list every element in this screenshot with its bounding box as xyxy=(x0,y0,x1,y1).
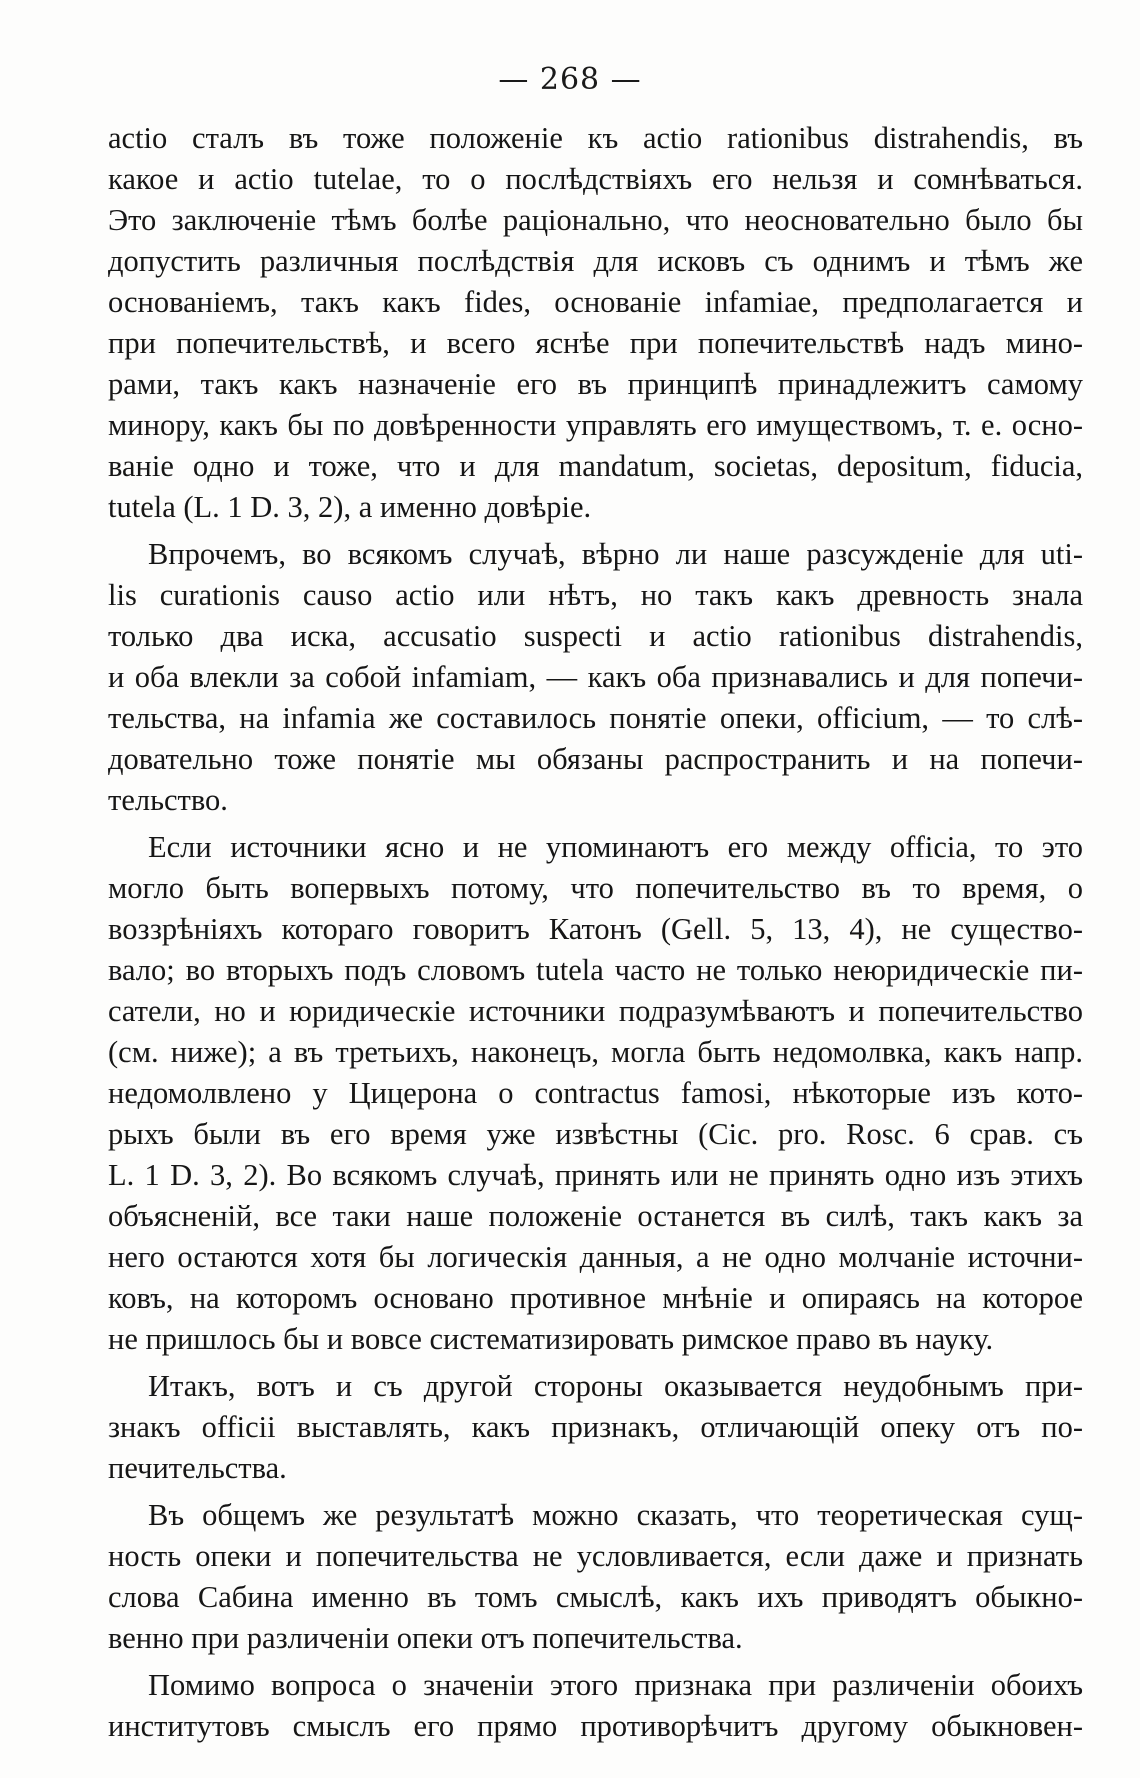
text-line: только два иска, accusatio suspecti и actio rationibus distrahendis, xyxy=(108,619,1083,653)
text-line: институтовъ смыслъ его прямо противорѣчитъ другому обыкновен- xyxy=(108,1709,1083,1743)
text-line: довательно тоже понятiе мы обязаны распространить и на попечи- xyxy=(108,742,1083,776)
text-line: Помимо вопроса о значенiи этого признака при различенiи обоихъ xyxy=(148,1668,1083,1702)
body-text xyxy=(108,118,1083,1753)
paragraph-1 xyxy=(108,118,1083,528)
text-line: рами, такъ какъ назначенiе его въ принципѣ принадлежитъ самому xyxy=(108,367,1083,401)
text-line: и оба влекли за собой infamiam, — какъ оба признавались и для попечи- xyxy=(108,660,1083,694)
page-number: — 268 — xyxy=(498,62,642,97)
text-line: него остаются хотя бы логическiя данныя, а не одно молчанiе источни- xyxy=(108,1240,1083,1274)
paragraph-4 xyxy=(108,1366,1083,1489)
text-line: actio сталъ въ тоже положенiе къ actio rationibus distrahendis, въ xyxy=(108,121,1083,155)
text-line: воззрѣнiяхъ котораго говоритъ Катонъ (Gell. 5, 13, 4), не существо- xyxy=(108,912,1083,946)
text-line: венно при различенiи опеки отъ попечительства. xyxy=(108,1621,743,1655)
text-line: недомолвлено у Цицерона о contractus famosi, нѣкоторые изъ кото- xyxy=(108,1076,1083,1110)
text-line: ванiе одно и тоже, что и для mandatum, societas, depositum, fiducia, xyxy=(108,449,1083,483)
text-line: могло быть вопервыхъ потому, что попечительство въ то время, о xyxy=(108,871,1083,905)
text-line: какое и actio tutelae, то о послѣдствiяхъ его нельзя и сомнѣваться. xyxy=(108,162,1083,196)
text-line: ность опеки и попечительства не условливается, если даже и признать xyxy=(108,1539,1083,1573)
text-line: Итакъ, вотъ и съ другой стороны оказывается неудобнымъ при- xyxy=(148,1369,1083,1403)
text-line: основанiемъ, такъ какъ fides, основанiе infamiae, предполагается и xyxy=(108,285,1083,319)
text-line: Въ общемъ же результатѣ можно сказать, что теоретическая сущ- xyxy=(148,1498,1083,1532)
text-line: ковъ, на которомъ основано противное мнѣнiе и опираясь на которое xyxy=(108,1281,1083,1315)
paragraph-5 xyxy=(108,1495,1083,1659)
text-line: вало; во вторыхъ подъ словомъ tutela часто не только неюридическiе пи- xyxy=(108,953,1083,987)
paragraph-6 xyxy=(108,1665,1083,1747)
text-line: слова Сабина именно въ томъ смыслѣ, какъ ихъ приводятъ обыкно- xyxy=(108,1580,1083,1614)
text-line: рыхъ были въ его время уже извѣстны (Cic. pro. Rosc. 6 срав. съ xyxy=(108,1117,1083,1151)
text-line: Если источники ясно и не упоминаютъ его между officia, то это xyxy=(148,830,1083,864)
text-line: минору, какъ бы по довѣренности управлять его имуществомъ, т. е. осно- xyxy=(108,408,1083,442)
text-line: сатели, но и юридическiе источники подразумѣваютъ и попечительство xyxy=(108,994,1083,1028)
paragraph-2 xyxy=(108,534,1083,821)
text-line: Это заключенiе тѣмъ болѣе рацiонально, что неосновательно было бы xyxy=(108,203,1083,237)
text-line: L. 1 D. 3, 2). Во всякомъ случаѣ, принять или не принять одно изъ этихъ xyxy=(108,1158,1083,1192)
text-line: допустить различныя послѣдствiя для исковъ съ однимъ и тѣмъ же xyxy=(108,244,1083,278)
text-line: tutela (L. 1 D. 3, 2), а именно довѣрiе. xyxy=(108,490,592,524)
text-line: объясненiй, все таки наше положенiе останется въ силѣ, такъ какъ за xyxy=(108,1199,1083,1233)
text-line: тельства, на infamia же составилось понятiе опеки, officium, — то слѣ- xyxy=(108,701,1083,735)
text-line: при попечительствѣ, и всего яснѣе при попечительствѣ надъ мино- xyxy=(108,326,1083,360)
text-line: печительства. xyxy=(108,1451,287,1485)
text-line: не пришлось бы и вовсе систематизировать римское право въ науку. xyxy=(108,1322,994,1356)
text-line: знакъ officii выставлять, какъ признакъ, отличающiй опеку отъ по- xyxy=(108,1410,1083,1444)
text-line: Впрочемъ, во всякомъ случаѣ, вѣрно ли наше разсужденiе для uti- xyxy=(148,537,1083,571)
text-line: lis curationis causo actio или нѣтъ, но такъ какъ древность знала xyxy=(108,578,1083,612)
text-line: тельство. xyxy=(108,783,228,817)
paragraph-3 xyxy=(108,827,1083,1360)
text-line: (см. ниже); а въ третьихъ, наконецъ, могла быть недомолвка, какъ напр. xyxy=(108,1035,1083,1069)
